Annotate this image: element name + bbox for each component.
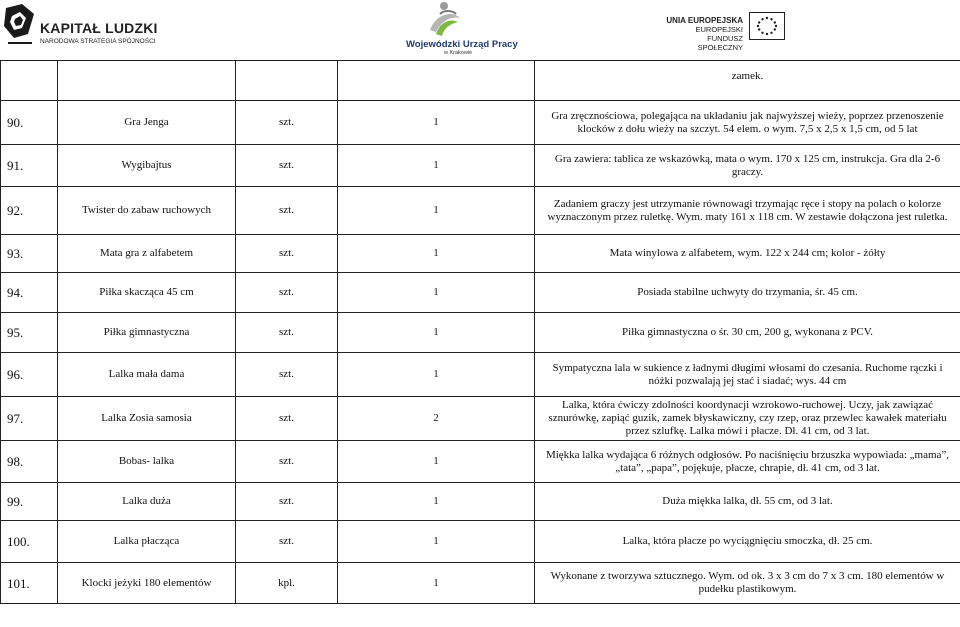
description: Lalka, która ćwiczy zdolności koordynacji wzrokowo-ruchowej. Uczy, jak zawiązać sznurówkę, zapiąć guzik, zamek błyskawiczny, czy rzep, oraz przewlec kawałek materiału przez szlufkę. Lalka mówi i płacze. Dł. 41 cm, od 3 lat. — [535, 397, 960, 441]
unit: szt. — [236, 353, 338, 397]
unit: szt. — [236, 235, 338, 273]
quantity: 1 — [338, 353, 535, 397]
wup-city: w Krakowie — [444, 50, 473, 56]
table-row — [1, 273, 960, 313]
continued-description: zamek. — [535, 61, 960, 101]
description: Posiada stabilne uchwyty do trzymania, śr. 45 cm. — [535, 273, 960, 313]
row-number: 101. — [1, 563, 58, 604]
row-number: 92. — [1, 187, 58, 235]
product-name: Gra Jenga — [58, 101, 236, 145]
cell-empty — [1, 61, 58, 101]
row-number: 90. — [1, 101, 58, 145]
product-name: Lalka płacząca — [58, 521, 236, 563]
description: Sympatyczna lala w sukience z ładnymi długimi włosami do czesania. Ruchome rączki i nóżki pozwalają jej stać i siadać; wys. 44 cm — [535, 353, 960, 397]
wup-figure-icon — [422, 0, 466, 38]
row-number: 96. — [1, 353, 58, 397]
description: Wykonane z tworzywa sztucznego. Wym. od ok. 3 x 3 cm do 7 x 3 cm. 180 elementów w pudełku plastikowym. — [535, 563, 960, 604]
table-row — [1, 563, 960, 604]
description: Miękka lalka wydająca 6 różnych odgłosów. Po naciśnięciu brzuszka wypowiada: „mama”, „tata”, „papa”, pojękuje, płacze, chrapie, dł. 41 cm, od 3 lat. — [535, 441, 960, 483]
product-name: Lalka Zosia samosia — [58, 397, 236, 441]
quantity: 1 — [338, 313, 535, 353]
description: Mata winylowa z alfabetem, wym. 122 x 244 cm; kolor - żółty — [535, 235, 960, 273]
row-number: 95. — [1, 313, 58, 353]
quantity: 1 — [338, 187, 535, 235]
wup-logo — [400, 0, 525, 58]
product-name: Lalka duża — [58, 483, 236, 521]
product-name: Mata gra z alfabetem — [58, 235, 236, 273]
table-row — [1, 145, 960, 187]
unit: szt. — [236, 145, 338, 187]
quantity: 1 — [338, 483, 535, 521]
eu-flag-icon — [749, 12, 785, 40]
table-row — [1, 313, 960, 353]
quantity: 1 — [338, 521, 535, 563]
kapital-ludzki-emblem-icon — [4, 4, 36, 52]
kapital-ludzki-subtitle: NARODOWA STRATEGIA SPÓJNOŚCI — [40, 38, 156, 45]
row-number: 99. — [1, 483, 58, 521]
quantity: 1 — [338, 101, 535, 145]
table-row — [1, 397, 960, 441]
quantity: 1 — [338, 441, 535, 483]
eu-line-2: EUROPEJSKI — [695, 25, 743, 34]
unit: szt. — [236, 313, 338, 353]
quantity: 1 — [338, 273, 535, 313]
quantity: 1 — [338, 145, 535, 187]
row-number: 98. — [1, 441, 58, 483]
table-row — [1, 101, 960, 145]
page-header — [0, 0, 960, 60]
unit: szt. — [236, 397, 338, 441]
table-row — [1, 483, 960, 521]
kapital-ludzki-logo — [4, 4, 158, 54]
unit: szt. — [236, 187, 338, 235]
row-number: 94. — [1, 273, 58, 313]
table-row — [1, 441, 960, 483]
unit: szt. — [236, 483, 338, 521]
product-name: Klocki jeżyki 180 elementów — [58, 563, 236, 604]
unit: kpl. — [236, 563, 338, 604]
product-name: Piłka gimnastyczna — [58, 313, 236, 353]
description: Piłka gimnastyczna o śr. 30 cm, 200 g, wykonana z PCV. — [535, 313, 960, 353]
cell-empty — [338, 61, 535, 101]
eu-text — [665, 16, 743, 52]
description: Duża miękka lalka, dł. 55 cm, od 3 lat. — [535, 483, 960, 521]
unit: szt. — [236, 521, 338, 563]
row-number: 93. — [1, 235, 58, 273]
description: Gra zawiera: tablica ze wskazówką, mata o wym. 170 x 125 cm, instrukcja. Gra dla 2-6 graczy. — [535, 145, 960, 187]
quantity: 1 — [338, 235, 535, 273]
eu-logo — [665, 6, 790, 54]
unit: szt. — [236, 441, 338, 483]
eu-line-1: UNIA EUROPEJSKA — [666, 16, 743, 25]
row-number: 91. — [1, 145, 58, 187]
kapital-ludzki-title: KAPITAŁ LUDZKI — [40, 20, 158, 36]
cell-empty — [58, 61, 236, 101]
row-number: 97. — [1, 397, 58, 441]
table-row — [1, 61, 960, 101]
unit: szt. — [236, 273, 338, 313]
cell-empty — [236, 61, 338, 101]
description: Lalka, która płacze po wyciągnięciu smoczka, dł. 25 cm. — [535, 521, 960, 563]
table-row — [1, 521, 960, 563]
quantity: 2 — [338, 397, 535, 441]
product-name: Wygibajtus — [58, 145, 236, 187]
product-name: Twister do zabaw ruchowych — [58, 187, 236, 235]
description: Zadaniem graczy jest utrzymanie równowagi trzymając ręce i stopy na polach o kolorze wyznaczonym przez ruletkę. Wym. maty 161 x 118 cm. W zestawie dołączona jest ruletka. — [535, 187, 960, 235]
product-name: Piłka skacząca 45 cm — [58, 273, 236, 313]
row-number: 100. — [1, 521, 58, 563]
quantity: 1 — [338, 563, 535, 604]
product-name: Lalka mała dama — [58, 353, 236, 397]
table-row — [1, 235, 960, 273]
product-name: Bobas- lalka — [58, 441, 236, 483]
eu-line-3: FUNDUSZ SPOŁECZNY — [697, 34, 743, 52]
wup-name: Wojewódzki Urząd Pracy — [406, 39, 518, 50]
product-table — [0, 60, 960, 604]
table-row — [1, 187, 960, 235]
unit: szt. — [236, 101, 338, 145]
table-row — [1, 353, 960, 397]
description: Gra zręcznościowa, polegająca na układaniu jak najwyższej wieży, poprzez przenoszenie klocków z dołu wieży na szczyt. 54 elem. o wym. 7,5 x 2,5 x 1,5 cm, od 5 lat — [535, 101, 960, 145]
